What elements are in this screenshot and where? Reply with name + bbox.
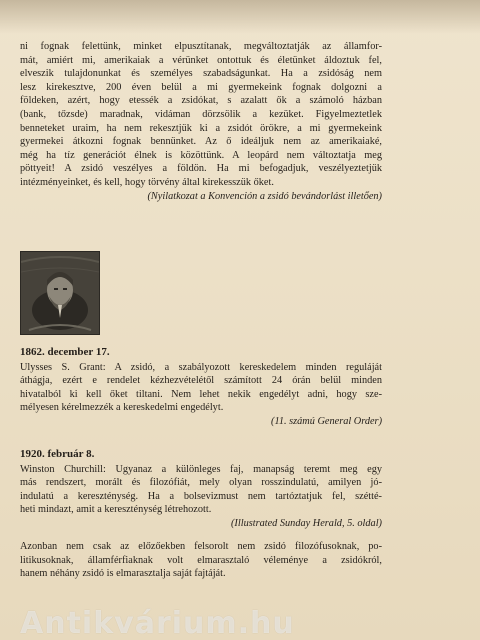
intro-line: benneteket uraim, ha nem rekesztjük ki a zsidót örökre, a mi gyermekeink: [20, 122, 382, 134]
intro-citation: (Nyilatkozat a Konvención a zsidó bevándorlást illetően): [147, 190, 382, 202]
entry-line: más rendszert, morált és filozófiát, mely olyan rosszindulatú, amilyen jó-: [20, 477, 382, 489]
intro-line: intézményeinket, és kell, hogy törvény által kirekesszük őket.: [20, 176, 274, 188]
closing-line: litikusoknak, államférfiaknak volt elmarasztaló véleménye a zsidókról,: [20, 554, 382, 566]
intro-line: mát, amiért mi, amerikaiak a vérünket ontottuk és életünket áldoztuk fel,: [20, 54, 382, 66]
intro-line: földeken, azért, hogy etessék a zsidókat, s azalatt ők a számoló házban: [20, 95, 382, 107]
entry-line: mélyesen kérelmezzék a kereskedelmi engedélyt.: [20, 402, 224, 414]
intro-line: még ha tíz generációt élnek is közöttünk. A leopárd nem változtatja meg: [20, 149, 382, 161]
entry-line: Winston Churchill: Ugyanaz a különleges faj, manapság teremt meg egy: [20, 463, 382, 475]
intro-line: lesz kirekesztve, 200 éven belül a mi gyermekeink fognak dolgozni a: [20, 81, 382, 93]
entry-citation: (11. számú General Order): [271, 415, 382, 427]
engraved-portrait-icon: [21, 252, 99, 334]
intro-line: elveszik tulajdonunkat és személyes szabadságunkat. Ha a zsidóság nem: [20, 68, 382, 80]
closing-line: Azonban nem csak az előzőekben felsorolt nem zsidó filozófusoknak, po-: [20, 541, 382, 552]
entry-1920: [20, 448, 382, 531]
entry-1862: [20, 346, 382, 429]
page-top-shadow: [0, 0, 480, 34]
intro-paragraph: [20, 40, 382, 203]
intro-line: gyermekei átkozni fognak bennünket. Az ő ideáljuk nem az amerikaiaké,: [20, 136, 382, 148]
intro-line: (bank, tőzsde) maradnak, vidáman dörzsölik a kezüket. Figyelmeztetlek: [20, 108, 382, 120]
entry-line: hivatalból ki kell őket tiltani. Nem lehet nekik engedélyt adni, hogy sze-: [20, 388, 382, 400]
closing-line: hanem néhány zsidó is elmarasztalja saját fajtáját.: [20, 568, 226, 580]
entry-date-heading: 1862. december 17.: [20, 346, 110, 358]
entry-date-heading: 1920. február 8.: [20, 448, 95, 460]
watermark-logo: Antikvárium.hu: [20, 606, 295, 640]
entry-line: indulatú a kereszténység. Ha a bolsevizmust nem tartóztatjuk fel, szétté-: [20, 490, 382, 502]
entry-line: heti mindazt, amit a kereszténység létrehozott.: [20, 504, 212, 516]
grant-portrait-image: [20, 251, 100, 335]
intro-line: ni fognak felettünk, minket elpusztítanak, megváltoztatják az államfor-: [20, 41, 382, 52]
entry-line: áthágja, ezért e rendelet kézhezvételétől számított 24 órán belül minden: [20, 375, 382, 387]
closing-paragraph: [20, 540, 382, 581]
entry-citation: (Illustrated Sunday Herald, 5. oldal): [230, 517, 382, 529]
intro-line: pöttyeit! A zsidó veszélyes a földön. Ha mi befogadjuk, veszélyeztetjük: [20, 163, 382, 175]
entry-line: Ulysses S. Grant: A zsidó, a szabályozott kereskedelem minden reguláját: [20, 361, 382, 373]
